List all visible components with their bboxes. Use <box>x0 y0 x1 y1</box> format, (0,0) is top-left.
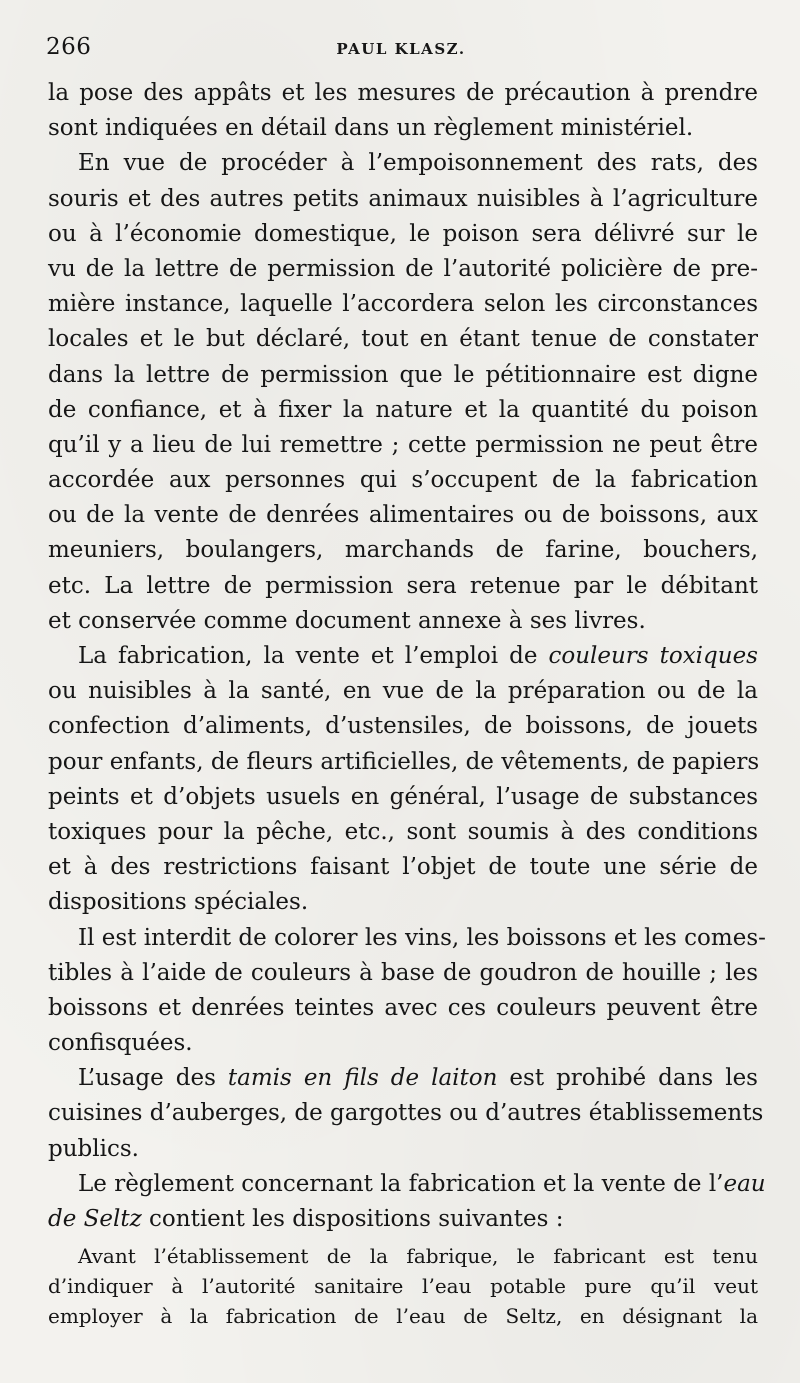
text-line: En vue de procéder à l’empoisonnement des rats, des <box>78 150 758 177</box>
text-line: ou nuisibles à la santé, en vue de la préparation ou de la <box>48 678 758 705</box>
text-line: meuniers, boulangers, marchands de farine, bouchers, <box>48 537 758 564</box>
text-line: boissons et denrées teintes avec ces couleurs peuvent être <box>48 994 758 1021</box>
text-line: pour enfants, de fleurs artificielles, de vêtements, de papiers <box>48 748 760 775</box>
text-line <box>48 1202 758 1237</box>
text-line: de confiance, et à fixer la nature et la quantité du poison <box>48 396 758 423</box>
text-line <box>48 1061 758 1096</box>
text-line: souris et des autres petits animaux nuisibles à l’agriculture <box>48 185 758 212</box>
text-line <box>48 639 758 674</box>
italic-term: couleurs toxiques <box>548 643 758 669</box>
text-line: Avant l’établissement de la fabrique, le fabricant est tenu <box>78 1244 758 1269</box>
text-line: peints et d’objets usuels en général, l’usage de substances <box>48 783 758 810</box>
text-line: locales et le but déclaré, tout en étant tenue de constater <box>48 326 758 353</box>
text-line: dans la lettre de permission que le pétitionnaire est digne <box>48 361 758 388</box>
text-line: publics. <box>48 1135 139 1162</box>
page-number: 266 <box>46 34 92 60</box>
text-line: employer à la fabrication de l’eau de Seltz, en désignant la <box>48 1304 758 1329</box>
body-text <box>48 76 766 1331</box>
running-head: PAUL KLASZ. <box>336 40 466 58</box>
text-run: contient les dispositions suivantes : <box>141 1206 564 1232</box>
text-line: vu de la lettre de permission de l’autorité policière de pre- <box>48 255 758 282</box>
italic-term: eau <box>723 1170 766 1197</box>
text-run: L’usage des <box>78 1065 228 1092</box>
italic-term: tamis en fils de laiton <box>227 1065 498 1092</box>
text-run: La fabrication, la vente et l’emploi de <box>78 643 549 669</box>
text-line: confection d’aliments, d’ustensiles, de boissons, de jouets <box>48 713 758 740</box>
text-run: Le règlement concernant la fabrication et la vente de l’ <box>78 1170 724 1197</box>
text-line: sont indiquées en détail dans un règlement ministériel. <box>48 115 694 142</box>
text-line: ou de la vente de denrées alimentaires ou de boissons, aux <box>48 502 758 529</box>
page-header <box>46 34 756 68</box>
text-line: la pose des appâts et les mesures de précaution à prendre <box>48 80 758 106</box>
text-line: cuisines d’auberges, de gargottes ou d’autres établissements <box>48 1100 764 1127</box>
text-line: qu’il y a lieu de lui remettre ; cette permission ne peut être <box>48 431 758 458</box>
text-line: ou à l’économie domestique, le poison sera délivré sur le <box>48 220 758 247</box>
text-line: dispositions spéciales. <box>48 889 309 916</box>
text-run: est prohibé dans les <box>497 1065 758 1092</box>
text-line: Il est interdit de colorer les vins, les boissons et les comes- <box>78 924 766 951</box>
text-line: et conservée comme document annexe à ses livres. <box>48 607 646 634</box>
italic-term: de Seltz <box>48 1206 142 1232</box>
text-line: d’indiquer à l’autorité sanitaire l’eau potable pure qu’il veut <box>48 1274 758 1299</box>
text-line: toxiques pour la pêche, etc., sont soumis à des conditions <box>48 818 758 845</box>
text-line: mière instance, laquelle l’accordera selon les circonstances <box>48 291 758 318</box>
text-line <box>48 1167 766 1202</box>
text-line: confisquées. <box>48 1030 193 1057</box>
text-line: tibles à l’aide de couleurs à base de goudron de houille ; les <box>48 959 758 986</box>
text-line: etc. La lettre de permission sera retenue par le débitant <box>48 572 758 599</box>
text-line: et à des restrictions faisant l’objet de toute une série de <box>48 854 758 881</box>
text-line: accordée aux personnes qui s’occupent de la fabrication <box>48 467 758 494</box>
